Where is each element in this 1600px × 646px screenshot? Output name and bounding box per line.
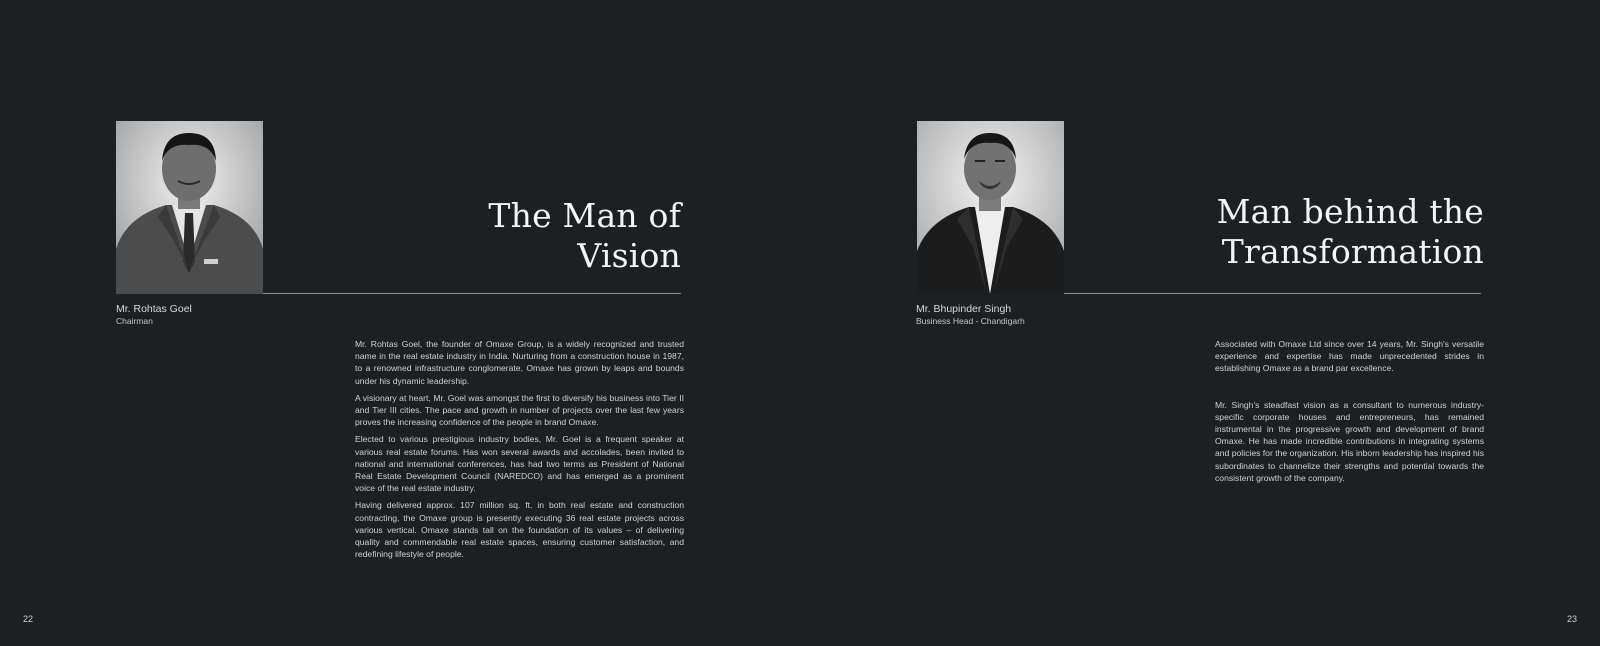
person-role: Chairman: [116, 316, 153, 326]
heading-line-1: The Man of: [488, 196, 681, 235]
page-heading: [440, 196, 681, 276]
bio-text: [355, 338, 684, 565]
page-heading: [1200, 192, 1484, 272]
bio-paragraph: Mr. Rohtas Goel, the founder of Omaxe Group, is a widely recognized and trusted name in the real estate industry in India. Nurturing from a construction house in 1987, to a renowned infrastructure conglomerate, Omaxe has grown by leaps and bounds under his dynamic leadership.: [355, 339, 684, 386]
person-name: Mr. Rohtas Goel: [116, 303, 192, 315]
divider-rule: [263, 293, 681, 294]
heading-line-2: Vision: [577, 236, 681, 275]
bio-text: [1215, 338, 1484, 489]
bio-paragraph: Having delivered approx. 107 million sq. ft. in both real estate and construction contracting, the Omaxe group is presently executing 36 real estate projects across various vertical. Omaxe stands tall on the foundation of its values – of delivering quality and commendable real estate spaces, ensuring customer satisfaction, and redefining lifestyle of people.: [355, 500, 684, 560]
bio-paragraph: Associated with Omaxe Ltd since over 14 years, Mr. Singh's versatile experience and expertise has made unprecedented strides in establishing Omaxe as a brand par excellence.: [1215, 339, 1484, 374]
person-role: Business Head - Chandigarh: [916, 316, 1025, 326]
business-head-portrait-photo: [917, 121, 1064, 294]
bio-paragraph: A visionary at heart, Mr. Goel was amongst the first to diversify his business into Tier II and Tier III cities. The pace and growth in number of projects over the last few years proves the increasing confidence of the people in brand Omaxe.: [355, 392, 684, 428]
heading-line-1: Man behind the: [1216, 192, 1484, 231]
person-name: Mr. Bhupinder Singh: [916, 303, 1012, 315]
chairman-portrait-photo: [116, 121, 263, 294]
bio-paragraph: Elected to various prestigious industry bodies, Mr. Goel is a frequent speaker at various real estate forums. Has won several awards and accolades, been invited to national and international conferences, has had two terms as President of National Real Estate Development Council (NAREDCO) and has emerged as a prominent voice of the real estate industry.: [355, 434, 684, 494]
divider-rule: [1064, 293, 1481, 294]
heading-line-2: Transformation: [1221, 232, 1484, 271]
person-photo-icon: [917, 121, 1064, 294]
page-number: 23: [1567, 614, 1578, 624]
bio-paragraph: Mr. Singh's steadfast vision as a consultant to numerous industry-specific corporate houses and entrepreneurs, has remained instrumental in the progressive growth and development of brand Omaxe. He has made incredible contributions in integrating systems and policies for the organization. His inborn leadership has inspired his subordinates to channelize their strengths and potential towards the consistent growth of the company.: [1215, 399, 1484, 483]
page-number: 22: [23, 614, 34, 624]
person-photo-icon: [116, 121, 263, 294]
